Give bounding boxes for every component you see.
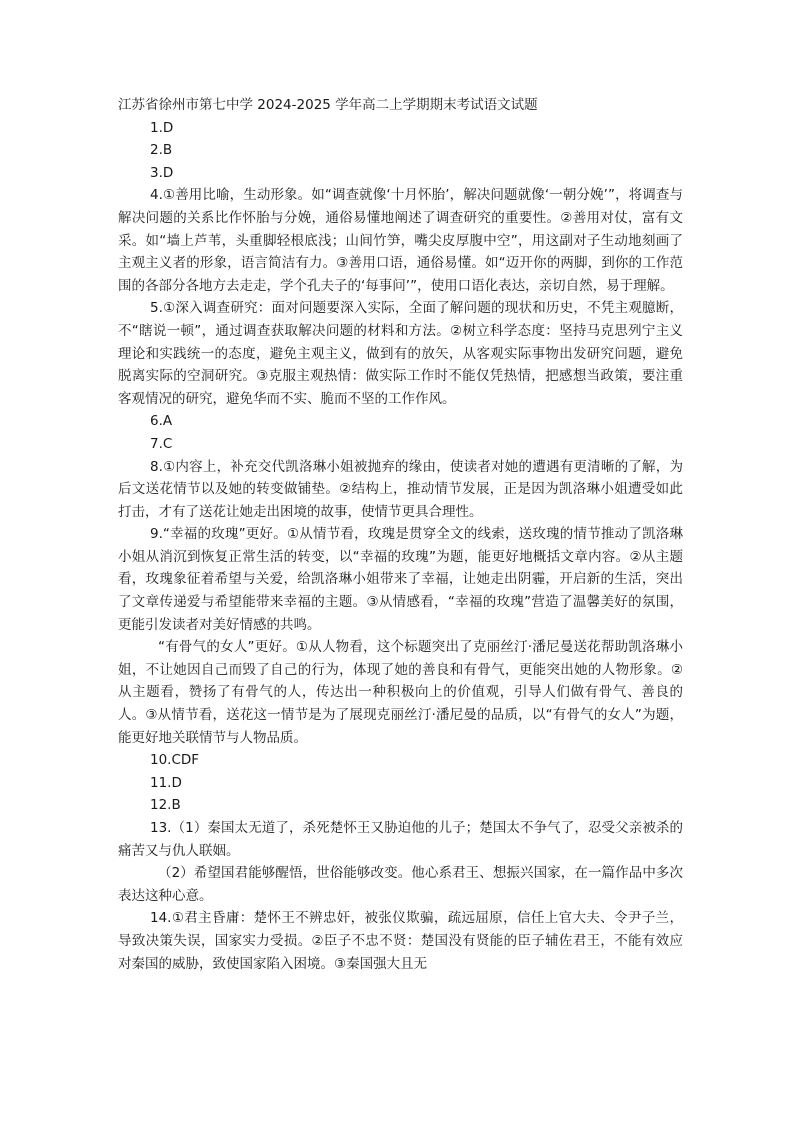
answer-3: 3.D — [150, 164, 174, 181]
answer-13-part-2: （2）希望国君能够醒悟，世俗能够改变。他心系君王、想振兴国家，在一篇作品中多次表达这种心意。 — [118, 865, 683, 904]
document-page — [118, 94, 683, 975]
document-title: 江苏省徐州市第七中学 2024-2025 学年高二上学期期末考试语文试题 — [118, 97, 538, 113]
answer-9: 9.“幸福的玫瑰”更好。①从情节看，玫瑰是贯穿全文的线索，送玫瑰的情节推动了凯洛琳小姐从消沉到恢复正常生活的转变，以“幸福的玫瑰”为题，能更好地概括文章内容。②从主题看，玫瑰象征着希望与关爱，给凯洛琳小姐带来了幸福，让她走出阴霾，开启新的生活，突出了文章传递爱与希望能带来幸福的主题。③从情感看，“幸福的玫瑰”营造了温馨美好的氛围，更能引发读者对美好情感的共鸣。 — [118, 526, 683, 633]
answer-1: 1.D — [150, 119, 174, 136]
answer-10: 10.CDF — [150, 752, 200, 769]
answer-4: 4.①善用比喻，生动形象。如“调查就像‘十月怀胎’，解决问题就像‘一朝分娩’”，将调查与解决问题的关系比作怀胎与分娩，通俗易懂地阐述了调查研究的重要性。②善用对仗，富有文采。如“墙上芦苇，头重脚轻根底浅；山间竹笋，嘴尖皮厚腹中空”，用这副对子生动地刻画了主观主义者的形象，语言简洁有力。③善用口语，通俗易懂。如“迈开你的两脚，到你的工作范围的各部分各地方去走走，学个孔夫子的‘每事问’”，使用口语化表达，亲切自然，易于理解。 — [118, 187, 683, 294]
answer-7: 7.C — [150, 435, 173, 452]
answer-14: 14.①君主昏庸：楚怀王不辨忠奸，被张仪欺骗，疏远屈原，信任上官大夫、令尹子兰，导致决策失误，国家实力受损。②臣子不忠不贤：楚国没有贤能的臣子辅佐君王，不能有效应对秦国的威胁，致使国家陷入困境。③秦国强大且无 — [118, 910, 683, 972]
answer-2: 2.B — [150, 142, 173, 159]
answer-8: 8.①内容上，补充交代凯洛琳小姐被抛弃的缘由，使读者对她的遭遇有更清晰的了解，为后文送花情节以及她的转变做铺垫。②结构上，推动情节发展，正是因为凯洛琳小姐遭受如此打击，才有了送花让她走出困境的故事，使情节更具合理性。 — [118, 458, 683, 520]
answer-13: 13.（1）秦国太无道了，杀死楚怀王又胁迫他的儿子；楚国太不争气了，忍受父亲被杀的痛苦又与仇人联姻。 — [118, 820, 683, 859]
answer-5: 5.①深入调查研究：面对问题要深入实际，全面了解问题的现状和历史，不凭主观臆断，不“瞎说一顿”，通过调查获取解决问题的材料和方法。②树立科学态度：坚持马克思列宁主义理论和实践统一的态度，避免主观主义，做到有的放矢，从客观实际事物出发研究问题，避免脱离实际的空洞研究。③克服主观热情：做实际工作时不能仅凭热情，把感想当政策，要注重客观情况的研究，避免华而不实、脆而不坚的工作作风。 — [118, 300, 683, 407]
answer-12: 12.B — [150, 797, 181, 814]
answer-11: 11.D — [150, 774, 182, 791]
answer-6: 6.A — [150, 413, 173, 430]
answer-9-alternative: “有骨气的女人”更好。①从人物看，这个标题突出了克丽丝汀·潘尼曼送花帮助凯洛琳小姐，不让她因自己而毁了自己的行为，体现了她的善良和有骨气，更能突出她的人物形象。②从主题看，赞扬了有骨气的人，传达出一种积极向上的价值观，引导人们做有骨气、善良的人。③从情节看，送花这一情节是为了展现克丽丝汀·潘尼曼的品质，以“有骨气的女人”为题，能更好地关联情节与人物品质。 — [118, 639, 683, 746]
